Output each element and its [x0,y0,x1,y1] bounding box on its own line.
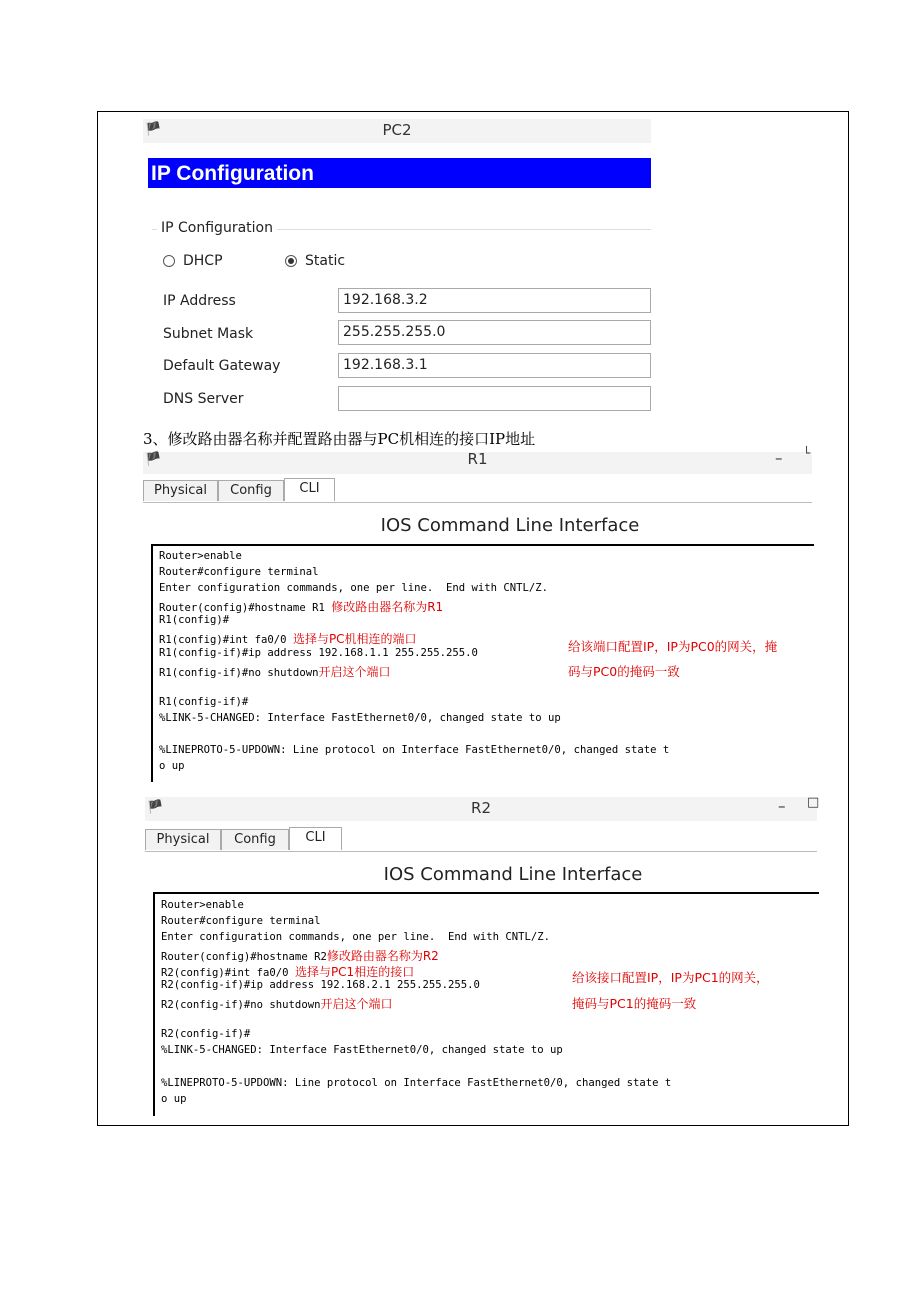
dns-server-label: DNS Server [163,391,244,407]
dhcp-radio[interactable] [163,253,223,269]
group-title: IP Configuration [157,220,277,236]
static-label: Static [305,253,346,269]
cli-line: R2(config-if)# [161,1028,251,1040]
subnet-mask-input[interactable]: 255.255.255.0 [338,320,651,345]
annotation-shutdown: 开启这个端口 [320,997,393,1011]
tab-physical[interactable]: Physical [143,480,218,501]
cli-line: Router>enable [161,899,244,911]
cli-line [159,630,417,647]
pc2-titlebar [143,119,651,143]
annotation-shutdown: 开启这个端口 [318,665,391,679]
cli-line: R1(config)# [159,614,230,626]
cli-line: o up [161,1093,187,1105]
cli-line: %LINK-5-CHANGED: Interface FastEthernet0/0, changed state to up [159,712,561,724]
cli-line: %LINEPROTO-5-UPDOWN: Line protocol on Interface FastEthernet0/0, changed state t [159,744,670,756]
dns-server-input[interactable] [338,386,651,411]
annotation-config-1: 给该接口配置IP，IP为PC1的网关， [572,970,769,985]
default-gateway-input[interactable]: 192.168.3.1 [338,353,651,378]
cli-command: R2(config-if)#no shutdown [161,999,321,1011]
annotation-config-1: 给该端口配置IP，IP为PC0的网关，掩 [568,639,778,654]
ios-title: IOS Command Line Interface [380,515,640,536]
packet-tracer-icon: 🏴 [145,122,162,137]
minimize-icon[interactable]: – [775,449,783,467]
annotation-config-2: 码与PC0的掩码一致 [568,664,680,679]
ip-configuration-header: IP Configuration [148,158,651,188]
r1-cli-output[interactable] [151,544,814,782]
ip-address-label: IP Address [163,293,236,309]
tab-physical[interactable]: Physical [145,829,221,850]
radio-off-icon [163,255,175,267]
cli-line: Enter configuration commands, one per line. End with CNTL/Z. [161,931,551,943]
cli-line: R1(config-if)#ip address 192.168.1.1 255.255.255.0 [159,647,478,659]
cli-line: %LINEPROTO-5-UPDOWN: Line protocol on Interface FastEthernet0/0, changed state t [161,1077,672,1089]
cli-line: o up [159,760,185,772]
r2-titlebar [145,795,820,821]
annotation-hostname: 修改路由器名称为R1 [331,600,444,614]
cli-line: R1(config-if)# [159,696,249,708]
cli-command: Router(config)#hostname R2 [161,951,327,963]
cli-line [159,598,443,615]
ip-address-input[interactable]: 192.168.3.2 [338,288,651,313]
packet-tracer-icon: 🏴 [145,452,162,467]
r2-tabs [145,827,817,852]
static-radio[interactable] [285,253,345,269]
cli-line [159,663,390,680]
window-title: R1 [467,450,488,468]
maximize-icon[interactable]: └ [803,446,811,460]
cli-line: Router>enable [159,550,242,562]
subnet-mask-label: Subnet Mask [163,326,254,342]
cli-line: Enter configuration commands, one per line. End with CNTL/Z. [159,582,549,594]
annotation-int: 选择与PC1相连的接口 [294,965,415,979]
packet-tracer-icon: 🏴 [147,800,164,815]
cli-command: R1(config-if)#no shutdown [159,667,319,679]
maximize-icon[interactable]: □ [807,795,820,810]
window-title: PC2 [382,121,412,139]
r1-tabs [143,478,812,503]
r2-cli-output[interactable] [153,892,819,1116]
cli-line: Router#configure terminal [161,915,321,927]
tab-cli[interactable]: CLI [284,478,335,501]
step-caption: 3、修改路由器名称并配置路由器与PC机相连的接口IP地址 [143,430,536,448]
window-title: R2 [471,799,491,817]
cli-command: R1(config)#int fa0/0 [159,634,293,646]
radio-on-icon [285,255,297,267]
cli-line [161,963,414,980]
tab-config[interactable]: Config [218,480,284,501]
annotation-int: 选择与PC机相连的端口 [292,632,417,646]
cli-line [161,995,392,1012]
cli-line: Router#configure terminal [159,566,319,578]
annotation-hostname: 修改路由器名称为R2 [326,949,439,963]
cli-line [161,947,439,964]
cli-line: R2(config-if)#ip address 192.168.2.1 255.255.255.0 [161,979,480,991]
minimize-icon[interactable]: – [778,797,786,815]
default-gateway-label: Default Gateway [163,358,281,374]
tab-cli[interactable]: CLI [289,827,342,850]
r1-titlebar [143,446,812,474]
annotation-config-2: 掩码与PC1的掩码一致 [572,996,697,1011]
cli-line: %LINK-5-CHANGED: Interface FastEthernet0/0, changed state to up [161,1044,563,1056]
ios-title: IOS Command Line Interface [383,864,643,885]
tab-config[interactable]: Config [221,829,289,850]
cli-command: R2(config)#int fa0/0 [161,967,295,979]
cli-command: Router(config)#hostname R1 [159,602,332,614]
dhcp-label: DHCP [183,253,223,269]
